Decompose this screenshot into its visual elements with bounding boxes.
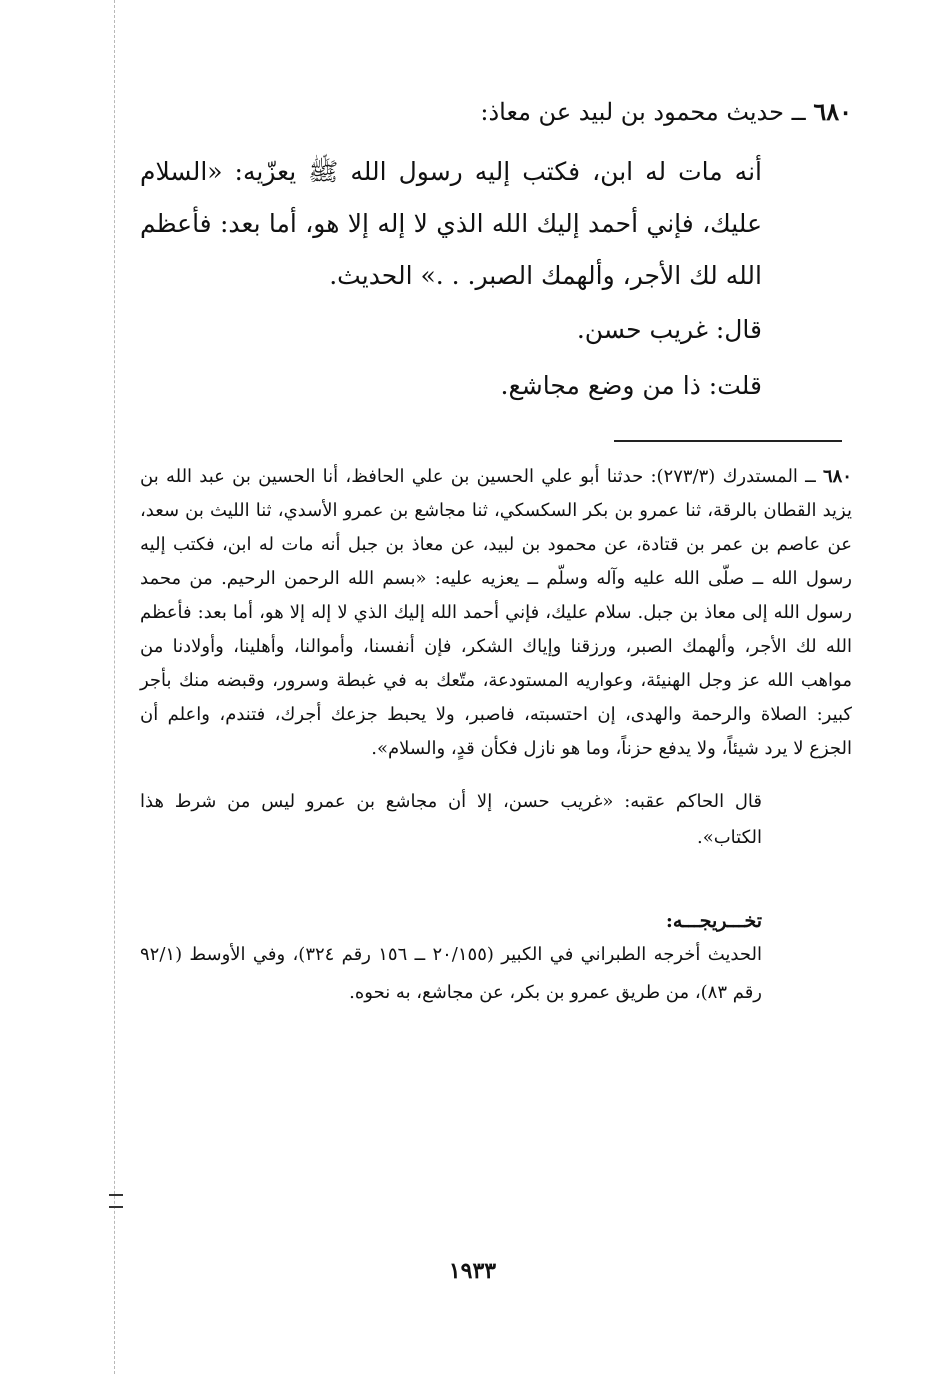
takhrij-heading: تخـــريجـــه: <box>665 910 762 932</box>
margin-mark <box>109 1194 123 1208</box>
hadith-title: ــ حديث محمود بن لبيد عن معاذ: <box>480 98 806 126</box>
hadith-grading: قال: غريب حسن. <box>576 315 762 344</box>
footnote-body: ــ المستدرك (٢٧٣/٣): حدثنا أبو علي الحسين بن علي الحافظ، أنا الحسين بن عبد الله بن يزيد القطان بالرقة، ثنا عمرو بن بكر السكسكي، ثنا مجاشع بن عمرو الأسدي، ثنا الليث بن سعد، عن عاصم بن عمر بن قتادة، عن محمود بن لبيد، عن معاذ بن جبل أنه مات له ابن، فكتب إليه رسول الله ــ صلّى الله عليه وآله وسلّم ــ يعزيه عليه: «بسم الله الرحمن الرحيم. من محمد رسول الله إلى معاذ بن جبل. سلام عليك، فإني أحمد الله إليك الذي لا إله إلا هو، أما بعد: فأعظم الله لك الأجر، وألهمك الصبر، ورزقنا وإياك الشكر، فإن أنفسنا، وأموالنا، وأهلينا، وأولادنا من مواهب الله عز وجل الهنيئة، وعواريه المستودعة، متّعك به في غبطة وسرور، وقبضه منك بأجر كبير: الصلاة والرحمة والهدى، إن احتسبته، فاصبر، ولا يحبط جزعك أجرك، فتندم، واعلم أن الجزع لا يرد شيئاً، ولا يدفع حزناً، وما هو نازل فكأن قدٍ، والسلام». <box>140 466 852 759</box>
page-content <box>140 92 852 1012</box>
author-comment: قلت: ذا من وضع مجاشع. <box>500 371 762 400</box>
footnote-text <box>140 460 852 766</box>
footnote-number: ٦٨٠ <box>822 466 852 487</box>
hadith-text: أنه مات له ابن، فكتب إليه رسول الله ﷺ يعزّيه: «السلام عليك، فإني أحمد إليك الله الذي لا إله إلا هو، أما بعد: فأعظم الله لك الأجر، وألهمك الصبر. . .» الحديث. <box>140 157 762 290</box>
hadith-number: ٦٨٠ <box>813 97 852 126</box>
binding-margin-line <box>114 0 115 1374</box>
hakim-comment: قال الحاكم عقبه: «غريب حسن، إلا أن مجاشع بن عمرو ليس من شرط هذا الكتاب». <box>140 791 762 848</box>
hadith-heading <box>140 92 852 132</box>
page-number: ١٩٣٣ <box>448 1258 497 1284</box>
takhrij-text: الحديث أخرجه الطبراني في الكبير (٢٠/١٥٥ ــ ١٥٦ رقم ٣٢٤)، وفي الأوسط (٩٢/١ رقم ٨٣)، من طريق عمرو بن بكر، عن مجاشع، به نحوه. <box>140 944 762 1003</box>
footnote-separator <box>614 440 842 442</box>
